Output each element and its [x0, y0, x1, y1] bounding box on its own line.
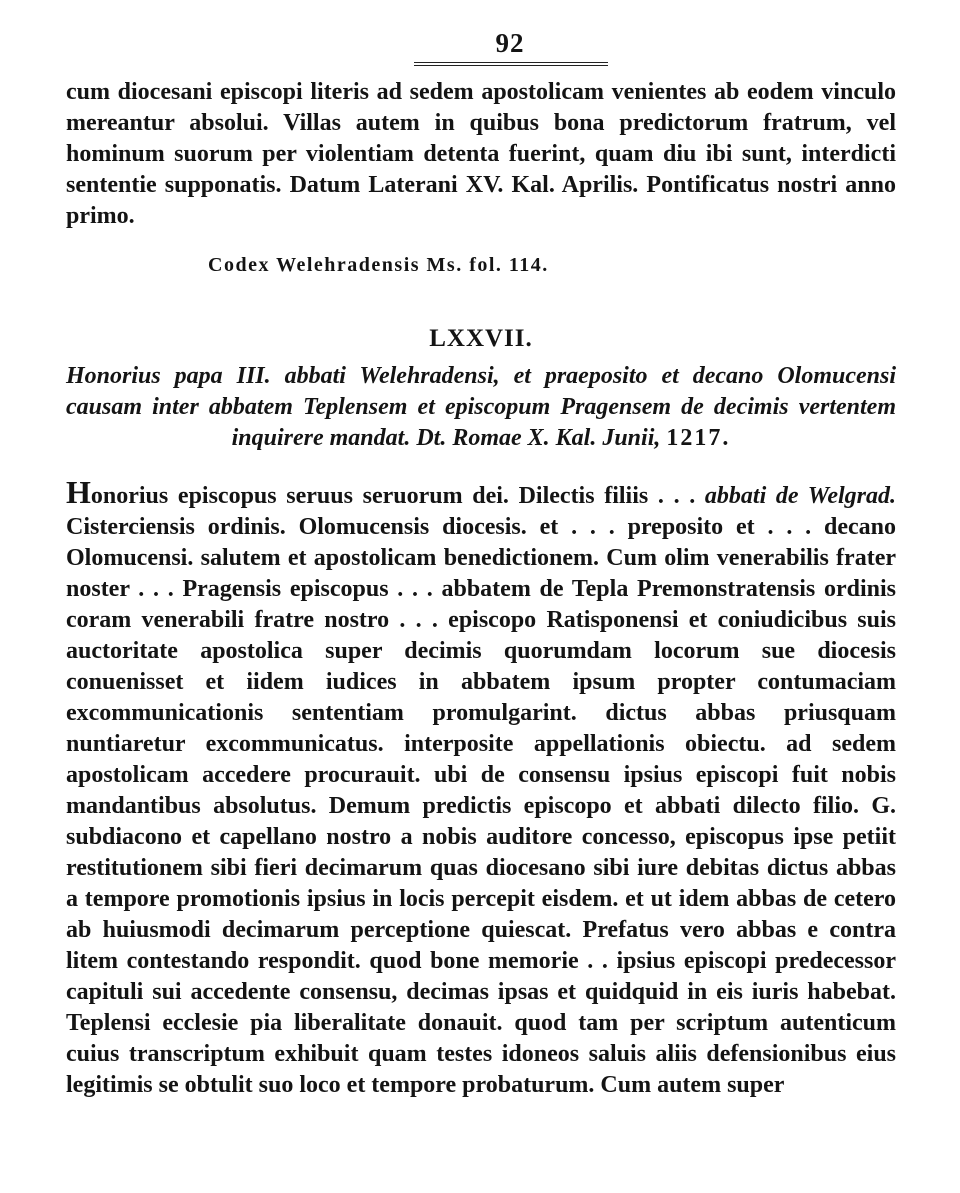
document-body — [66, 474, 897, 1101]
page-number-rule — [414, 62, 608, 66]
document-regest — [66, 361, 896, 454]
preceding-text-paragraph: cum diocesani episcopi literis ad sedem apostolicam venientes ab eodem vinculo mereantur absolui. Villas autem in quibus bona predictorum fratrum, vel hominum suorum per violentiam detenta fuerint, quam diu ibi sunt, interdicti sententie supponatis. Datum Laterani XV. Kal. Aprilis. Pontificatus nostri anno primo. — [66, 79, 896, 229]
regest-year: 1217. — [666, 425, 731, 451]
page-header — [66, 26, 896, 70]
page-number: 92 — [495, 28, 525, 58]
document-page — [66, 26, 896, 1125]
document-number: LXXVII. — [429, 325, 533, 352]
regest-text: Honorius papa III. abbati Welehradensi, et praeposito et decano Olomucensi causam inter abbatem Teplensem et episcopum Pragensem de decimis vertentem inquirere mandat. Dt. Romae X. Kal. Junii, — [66, 363, 896, 451]
body-segment-3: Cisterciensis ordinis. Olomucensis diocesis. et . . . preposito et . . . decano Olomucensi. salutem et apostolicam benedictionem. Cum olim venerabilis frater noster . . . Pragensis episcopus . . . abbatem de Tepla Premonstratensis ordinis coram venerabili fratre nostro . . . episcopo Ratisponensi et coniudicibus suis auctoritate apostolica super decimis quorumdam locorum sue diocesis conuenisset et iidem iudices in abbatem ipsum propter contumaciam excommunicationis sententiam promulgarint. dictus abbas priusquam nuntiaretur excommunicatus. interposite appellationis obiectu. ad sedem apostolicam accedere procurauit. ubi de consensu ipsius episcopi fuit nobis mandantibus absolutus. Demum predictis episcopo et abbati dilecto filio. G. subdiacono et capellano nostro a nobis auditore concesso, episcopus ipse petiit restitutionem sibi fieri decimarum quas diocesano sibi iure debitas dictus abbas a tempore promotionis ipsius in locis percepit eisdem. et ut idem abbas de cetero ab huiusmodi decimarum perceptione quiescat. Prefatus vero abbas e contra litem contestando respondit. quod bone memorie . . ipsius episcopi predecessor capituli sui accedente consensu, decimas ipsas et quidquid in eis iuris habebat. Teplensi ecclesie pia liberalitate donauit. quod tam per scriptum autenticum cuius transcriptum exhibuit quam testes idoneos saluis aliis defensionibus eius legitimis se obtulit suo loco et tempore probaturum. Cum autem super — [66, 514, 896, 1098]
source-citation: Codex Welehradensis Ms. fol. 114. — [208, 254, 549, 276]
body-segment-1: onorius episcopus seruus seruorum dei. Dilectis filiis . . . — [90, 483, 696, 509]
initial-letter: H — [66, 474, 91, 510]
body-segment-italic: abbati de Welgrad. — [704, 483, 897, 509]
